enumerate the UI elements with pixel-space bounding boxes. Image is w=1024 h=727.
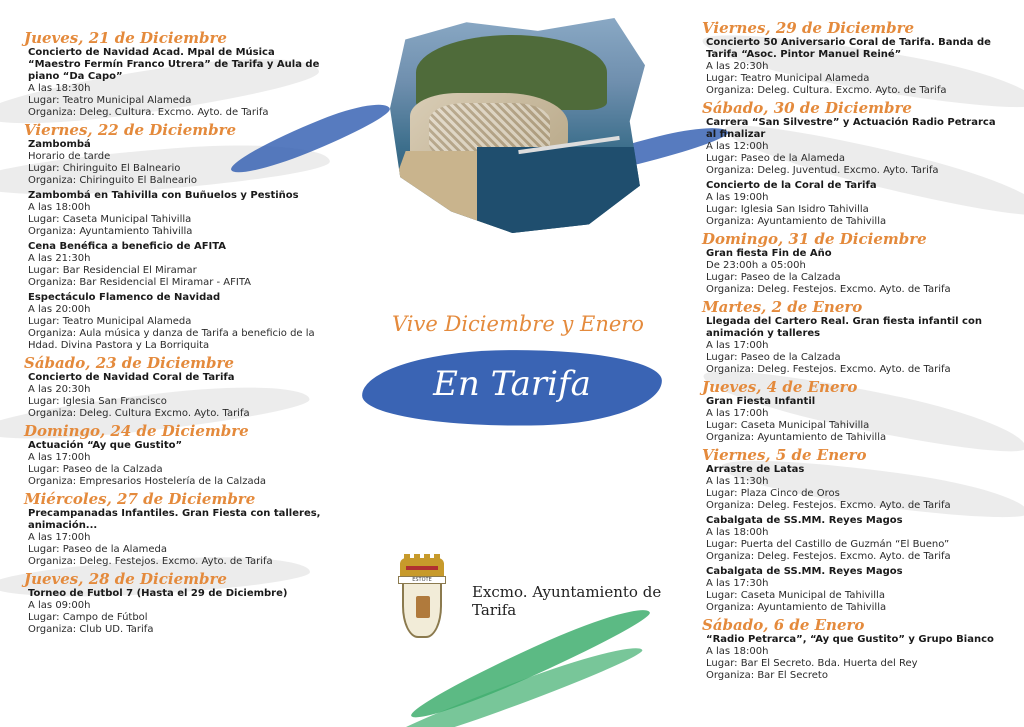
event-title: Precampanadas Infantiles. Gran Fiesta con talleres, animación... — [28, 508, 321, 531]
event-detail: Organiza: Ayuntamiento de Tahivilla — [706, 602, 887, 613]
event-title: Arrastre de Latas — [706, 464, 805, 475]
event-title: Torneo de Futbol 7 (Hasta el 29 de Diciembre) — [28, 588, 288, 599]
day-heading: Jueves, 21 de Diciembre — [24, 29, 227, 47]
event-detail: Organiza: Ayuntamiento de Tahivilla — [706, 432, 887, 443]
day-heading: Sábado, 30 de Diciembre — [702, 99, 912, 117]
event-detail: A las 18:00h — [28, 202, 91, 213]
event-item — [706, 248, 1002, 296]
event-item — [706, 566, 1002, 614]
event-detail: Organiza: Bar El Secreto — [706, 670, 828, 681]
event-detail: Lugar: Paseo de la Calzada — [706, 352, 841, 363]
event-title: Cabalgata de SS.MM. Reyes Magos — [706, 566, 903, 577]
organization-name-line1: Excmo. Ayuntamiento de — [472, 583, 662, 601]
event-detail: Organiza: Deleg. Festejos. Excmo. Ayto. de Tarifa — [706, 500, 951, 511]
event-item — [28, 47, 324, 119]
event-detail: A las 18:00h — [706, 646, 769, 657]
event-item — [28, 440, 324, 488]
event-title: Llegada del Cartero Real. Gran fiesta infantil con animación y talleres — [706, 316, 982, 339]
event-item — [706, 37, 1002, 97]
day-heading: Martes, 2 de Enero — [702, 298, 863, 316]
event-detail: Organiza: Deleg. Cultura. Excmo. Ayto. de Tarifa — [28, 107, 269, 118]
event-detail: Lugar: Caseta Municipal Tahivilla — [706, 420, 870, 431]
event-detail: Lugar: Teatro Municipal Alameda — [28, 316, 192, 327]
event-item — [706, 117, 1002, 177]
day-heading: Jueves, 4 de Enero — [702, 378, 858, 396]
event-item — [28, 241, 324, 289]
tarifa-aerial-photo — [390, 18, 645, 233]
event-detail: A las 17:00h — [28, 532, 91, 543]
event-detail: Lugar: Paseo de la Alameda — [28, 544, 167, 555]
event-detail: Organiza: Bar Residencial El Miramar - AFITA — [28, 277, 252, 288]
event-item — [706, 634, 1002, 682]
event-title: Cabalgata de SS.MM. Reyes Magos — [706, 515, 903, 526]
event-detail: Organiza: Chiringuito El Balneario — [28, 175, 197, 186]
event-detail: Organiza: Empresarios Hostelería de la Calzada — [28, 476, 267, 487]
event-detail: Lugar: Campo de Fútbol — [28, 612, 148, 623]
left-column — [24, 28, 324, 639]
event-item — [28, 292, 324, 352]
day-heading: Sábado, 6 de Enero — [702, 616, 865, 634]
event-detail: Horario de tarde — [28, 151, 111, 162]
event-detail: A las 18:30h — [28, 83, 91, 94]
event-detail: A las 11:30h — [706, 476, 769, 487]
event-item — [28, 139, 324, 187]
event-detail: Organiza: Deleg. Festejos. Excmo. Ayto. de Tarifa — [706, 551, 951, 562]
event-title: Zambombá en Tahivilla con Buñuelos y Pestiños — [28, 190, 299, 201]
day-heading: Domingo, 24 de Diciembre — [24, 422, 249, 440]
day-heading: Jueves, 28 de Diciembre — [24, 570, 227, 588]
event-detail: Organiza: Deleg. Cultura. Excmo. Ayto. de Tarifa — [706, 85, 947, 96]
event-item — [28, 508, 324, 568]
event-detail: A las 20:00h — [28, 304, 91, 315]
event-detail: A las 20:30h — [28, 384, 91, 395]
day-heading: Viernes, 22 de Diciembre — [24, 121, 237, 139]
event-detail: Lugar: Bar El Secreto. Bda. Huerta del Rey — [706, 658, 918, 669]
event-detail: A las 18:00h — [706, 527, 769, 538]
event-item — [28, 588, 324, 636]
event-detail: Lugar: Iglesia San Francisco — [28, 396, 167, 407]
event-item — [706, 180, 1002, 228]
event-detail: Organiza: Deleg. Cultura Excmo. Ayto. Tarifa — [28, 408, 250, 419]
event-title: Gran Fiesta Infantil — [706, 396, 816, 407]
event-title: “Radio Petrarca”, “Ay que Gustito” y Grupo Bianco — [706, 634, 994, 645]
event-detail: Lugar: Bar Residencial El Miramar — [28, 265, 197, 276]
event-detail: A las 17:00h — [706, 340, 769, 351]
event-detail: A las 12:00h — [706, 141, 769, 152]
event-detail: Organiza: Deleg. Festejos. Excmo. Ayto. de Tarifa — [706, 364, 951, 375]
event-title: Concierto de la Coral de Tarifa — [706, 180, 877, 191]
event-detail: A las 17:00h — [706, 408, 769, 419]
event-detail: Organiza: Ayuntamiento de Tahivilla — [706, 216, 887, 227]
event-detail: Organiza: Club UD. Tarifa — [28, 624, 154, 635]
event-detail: Lugar: Paseo de la Alameda — [706, 153, 845, 164]
page-title: En Tarifa — [433, 364, 591, 404]
event-detail: Lugar: Caseta Municipal Tahivilla — [28, 214, 192, 225]
crest-motto: ESTOTE — [398, 576, 446, 584]
event-detail: Organiza: Ayuntamiento Tahivilla — [28, 226, 193, 237]
event-detail: A las 17:30h — [706, 578, 769, 589]
event-detail: Lugar: Plaza Cinco de Oros — [706, 488, 840, 499]
event-detail: Lugar: Chiringuito El Balneario — [28, 163, 181, 174]
event-title: Zambombá — [28, 139, 91, 150]
day-heading: Sábado, 23 de Diciembre — [24, 354, 234, 372]
event-title: Espectáculo Flamenco de Navidad — [28, 292, 221, 303]
event-detail: A las 21:30h — [28, 253, 91, 264]
event-detail: Lugar: Teatro Municipal Alameda — [706, 73, 870, 84]
event-detail: A las 17:00h — [28, 452, 91, 463]
event-detail: Organiza: Deleg. Juventud. Excmo. Ayto. Tarifa — [706, 165, 939, 176]
event-detail: Organiza: Deleg. Festejos. Excmo. Ayto. de Tarifa — [706, 284, 951, 295]
event-detail: Lugar: Iglesia San Isidro Tahivilla — [706, 204, 869, 215]
day-heading: Miércoles, 27 de Diciembre — [24, 490, 256, 508]
organization-name — [472, 583, 662, 619]
event-detail: Lugar: Caseta Municipal de Tahivilla — [706, 590, 885, 601]
event-item — [28, 372, 324, 420]
organization-name-line2: Tarifa — [472, 601, 517, 619]
event-detail: Organiza: Deleg. Festejos. Excmo. Ayto. de Tarifa — [28, 556, 273, 567]
event-item — [28, 190, 324, 238]
event-detail: A las 20:30h — [706, 61, 769, 72]
event-item — [706, 316, 1002, 376]
event-title: Concierto de Navidad Acad. Mpal de Música “Maestro Fermín Franco Utrera” de Tarifa y Aula de piano “Da Capo” — [28, 47, 320, 82]
event-detail: Organiza: Aula música y danza de Tarifa a beneficio de la Hdad. Divina Pastora y La Borriquita — [28, 328, 315, 351]
event-detail: Lugar: Puerta del Castillo de Guzmán “El Bueno” — [706, 539, 950, 550]
right-column — [702, 18, 1002, 685]
event-title: Concierto 50 Aniversario Coral de Tarifa. Banda de Tarifa “Asoc. Pintor Manuel Reiné” — [706, 37, 991, 60]
event-item — [706, 515, 1002, 563]
day-heading: Viernes, 5 de Enero — [702, 446, 867, 464]
event-detail: A las 09:00h — [28, 600, 91, 611]
event-detail: Lugar: Paseo de la Calzada — [706, 272, 841, 283]
event-detail: A las 19:00h — [706, 192, 769, 203]
event-detail: Lugar: Paseo de la Calzada — [28, 464, 163, 475]
event-item — [706, 464, 1002, 512]
subtitle: Vive Diciembre y Enero — [392, 312, 644, 336]
event-item — [706, 396, 1002, 444]
event-detail: Lugar: Teatro Municipal Alameda — [28, 95, 192, 106]
event-title: Concierto de Navidad Coral de Tarifa — [28, 372, 235, 383]
event-title: Carrera “San Silvestre” y Actuación Radio Petrarca al finalizar — [706, 117, 996, 140]
day-heading: Viernes, 29 de Diciembre — [702, 19, 915, 37]
event-detail: De 23:00h a 05:00h — [706, 260, 806, 271]
municipal-crest-icon — [398, 558, 446, 640]
day-heading: Domingo, 31 de Diciembre — [702, 230, 927, 248]
event-title: Cena Benéfica a beneficio de AFITA — [28, 241, 227, 252]
event-title: Gran fiesta Fin de Año — [706, 248, 832, 259]
event-title: Actuación “Ay que Gustito” — [28, 440, 183, 451]
